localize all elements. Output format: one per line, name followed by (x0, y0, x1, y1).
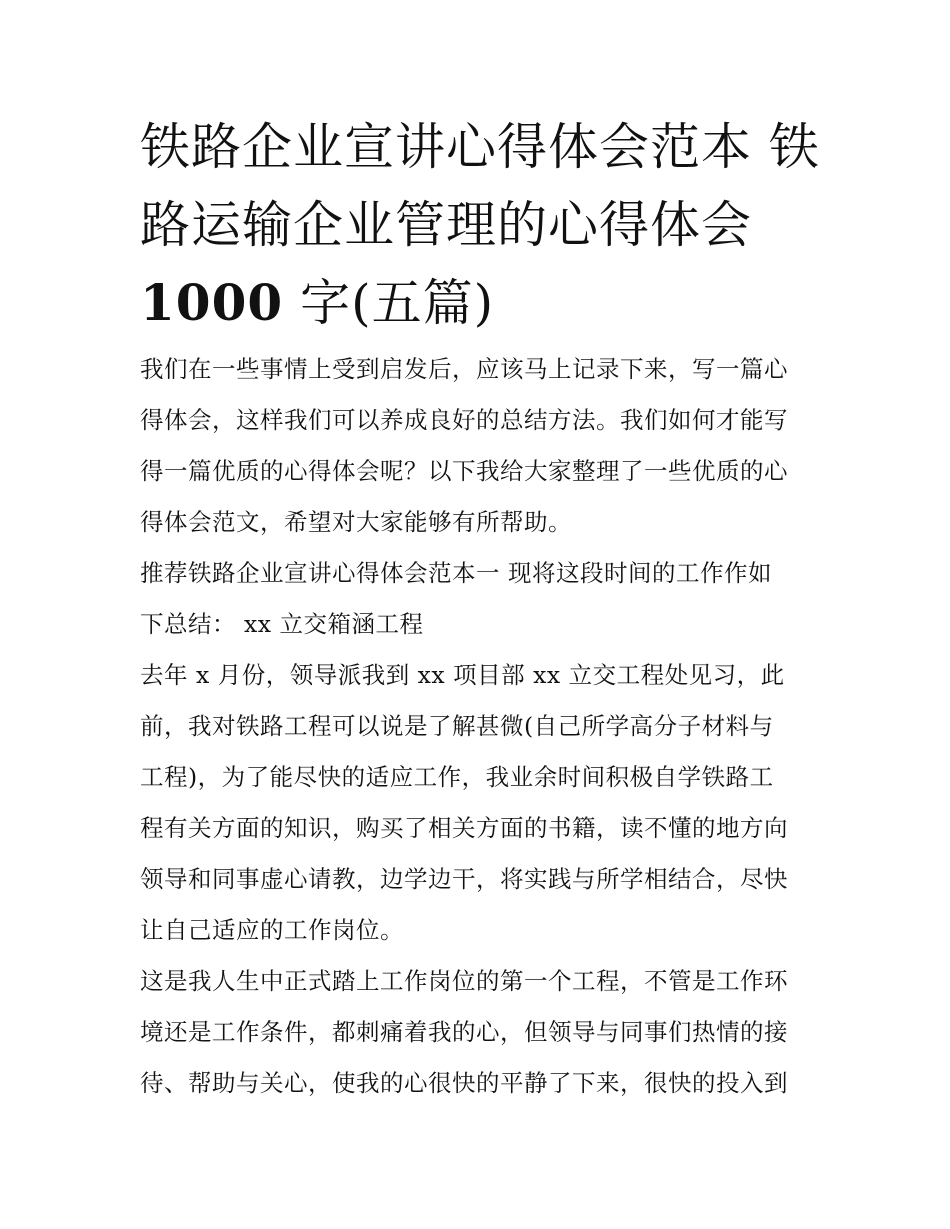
text-line: 去年 x 月份，领导派我到 xx 项目部 xx 立交工程处见习，此 (140, 661, 785, 689)
text-line: 让自己适应的工作岗位。 (140, 916, 404, 944)
text-line: 前，我对铁路工程可以说是了解甚微(自己所学高分子材料与 (140, 712, 774, 740)
text-line: 境还是工作条件，都刺痛着我的心，但领导与同事们热情的接 (140, 1018, 788, 1046)
text-line: 领导和同事虚心请教，边学边干，将实践与所学相结合，尽快 (140, 865, 788, 893)
text-line: 工程)，为了能尽快的适应工作，我业余时间积极自学铁路工 (140, 763, 774, 791)
text-line: 得体会范文，希望对大家能够有所帮助。 (140, 508, 572, 536)
text-line: 程有关方面的知识，购买了相关方面的书籍，读不懂的地方向 (140, 814, 788, 842)
paragraph-internship (140, 650, 820, 956)
document-title (140, 108, 820, 342)
title-number: 1000 (140, 273, 284, 332)
text-line: 得一篇优质的心得体会呢？以下我给大家整理了一些优质的心 (140, 457, 788, 485)
text-line: 得体会，这样我们可以养成良好的总结方法。我们如何才能写 (140, 406, 788, 434)
title-line: 路运输企业管理的心得体会 (140, 196, 752, 254)
text-line: 推荐铁路企业宣讲心得体会范本一 现将这段时间的工作作如 (140, 559, 772, 587)
text-line: 待、帮助与关心，使我的心很快的平静了下来，很快的投入到 (140, 1069, 788, 1097)
title-suffix: 字(五篇) (283, 274, 495, 332)
title-line (140, 264, 820, 342)
text-line: 下总结： xx 立交箱涵工程 (140, 610, 424, 638)
paragraph-first-project (140, 956, 820, 1109)
text-line: 这是我人生中正式踏上工作岗位的第一个工程，不管是工作环 (140, 967, 788, 995)
title-line: 铁路企业宣讲心得体会范本 铁 (140, 118, 820, 176)
paragraph-intro (140, 344, 820, 548)
text-line: 我们在一些事情上受到启发后，应该马上记录下来，写一篇心 (140, 355, 788, 383)
paragraph-summary (140, 548, 820, 650)
document-body (140, 108, 820, 1109)
